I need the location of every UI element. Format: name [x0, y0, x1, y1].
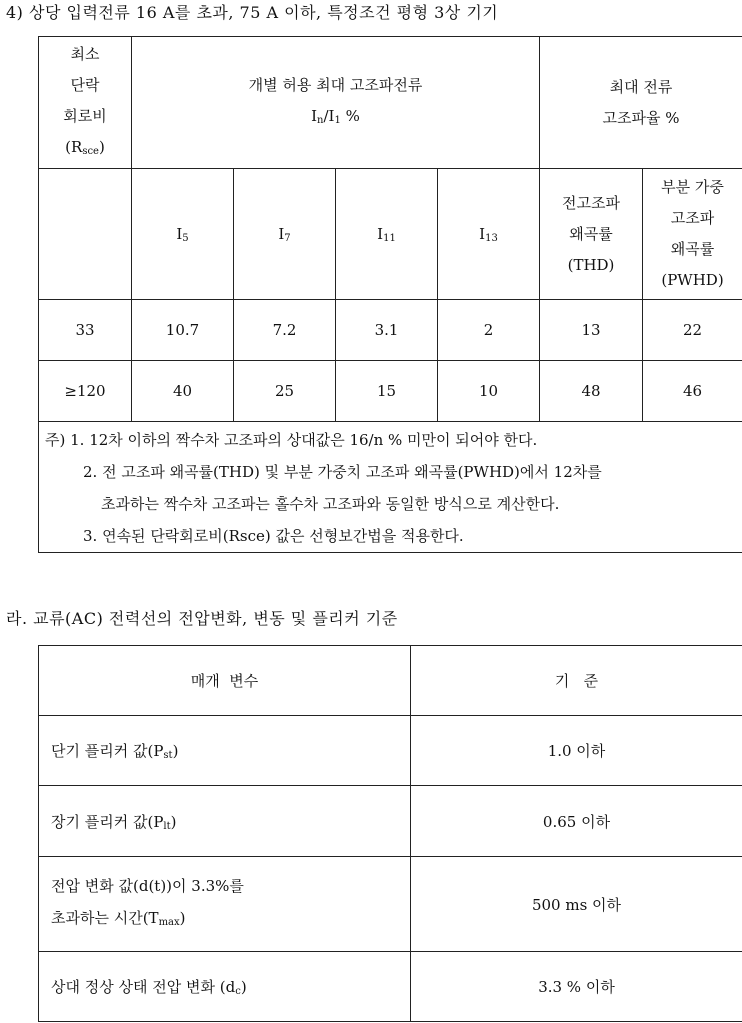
- table-cell: 10.7: [132, 300, 234, 361]
- empty-cell: [39, 169, 132, 300]
- criteria-cell: 500 ms 이하: [411, 857, 742, 952]
- harmonic-current-table: [38, 36, 742, 553]
- table-cell: 2: [438, 300, 540, 361]
- param-cell: 전압 변화 값(d(t))이 3.3%를 초과하는 시간$(T_{max})$: [39, 857, 411, 952]
- flicker-criteria-table: [38, 645, 742, 1022]
- note-1: 주) 1. 12차 이하의 짝수차 고조파의 상대값은 16/n % 미만이 되어야 한다.: [45, 431, 538, 449]
- max-distortion-header-cell: [540, 37, 742, 169]
- note-3: 3. 연속된 단락회로비(Rsce) 값은 선형보간법을 적용한다.: [83, 527, 464, 545]
- table-row: [39, 300, 742, 361]
- harmonic-col-i5: $I_5$: [132, 169, 234, 300]
- criteria-cell: 0.65 이하: [411, 786, 742, 857]
- table-cell: 33: [39, 300, 132, 361]
- section-4-title: 4) 상당 입력전류 16 A를 초과, 75 A 이하, 특정조건 평형 3상 기기: [6, 3, 499, 22]
- table-row: [39, 716, 742, 786]
- pwhd-header-cell: 부분 가중 고조파 왜곡률 (PWHD): [643, 169, 742, 300]
- param-cell: 단기 플리커 값$(P_{st})$: [39, 716, 411, 786]
- harmonic-header-title: 개별 허용 최대 고조파전류: [248, 75, 423, 94]
- note-2: 2. 전 고조파 왜곡률(THD) 및 부분 가중치 고조파 왜곡률(PWHD)에서 12차를: [83, 463, 602, 481]
- param-cell: 상대 정상 상태 전압 변화 $(d_c)$: [39, 952, 411, 1022]
- thd-header-cell: 전고조파 왜곡률 (THD): [540, 169, 643, 300]
- table-row: [39, 786, 742, 857]
- table-cell: 15: [336, 361, 438, 422]
- table-row: [39, 857, 742, 952]
- harmonic-col-i11: $I_{11}$: [336, 169, 438, 300]
- criteria-header: 기 준: [411, 646, 742, 716]
- section-ra-title: 라. 교류(AC) 전력선의 전압변화, 변동 및 플리커 기준: [6, 609, 398, 628]
- harmonic-header-cell: [132, 37, 540, 169]
- max-distortion-header-line: 고조파율 %: [602, 108, 680, 127]
- table-cell: 13: [540, 300, 643, 361]
- criteria-cell: 3.3 % 이하: [411, 952, 742, 1022]
- max-distortion-header-line: 최대 전류: [609, 77, 673, 96]
- rsce-header-line: 단락: [70, 75, 100, 94]
- table-cell: 40: [132, 361, 234, 422]
- rsce-header-line: $(R_{sce})$: [65, 137, 105, 157]
- table-cell: ≥120: [39, 361, 132, 422]
- table-row: [39, 952, 742, 1022]
- table-cell: 3.1: [336, 300, 438, 361]
- rsce-header-line: 최소: [70, 44, 100, 63]
- table-cell: 46: [643, 361, 742, 422]
- note-2-cont: 초과하는 짝수차 고조파는 홀수차 고조파와 동일한 방식으로 계산한다.: [101, 495, 560, 513]
- table-row: [39, 361, 742, 422]
- table-cell: 7.2: [234, 300, 336, 361]
- rsce-sub: sce: [82, 145, 99, 157]
- rsce-header-line: 회로비: [63, 106, 107, 125]
- param-cell: 장기 플리커 값$(P_{lt})$: [39, 786, 411, 857]
- table-cell: 25: [234, 361, 336, 422]
- table-notes: [39, 422, 742, 553]
- criteria-cell: 1.0 이하: [411, 716, 742, 786]
- harmonic-col-i7: $I_7$: [234, 169, 336, 300]
- table-cell: 10: [438, 361, 540, 422]
- param-header: 매개 변수: [39, 646, 411, 716]
- table-cell: 48: [540, 361, 643, 422]
- harmonic-col-i13: $I_{13}$: [438, 169, 540, 300]
- rsce-header-cell: [39, 37, 132, 169]
- harmonic-header-ratio: $I_n/I_1$ %: [311, 106, 360, 126]
- table-cell: 22: [643, 300, 742, 361]
